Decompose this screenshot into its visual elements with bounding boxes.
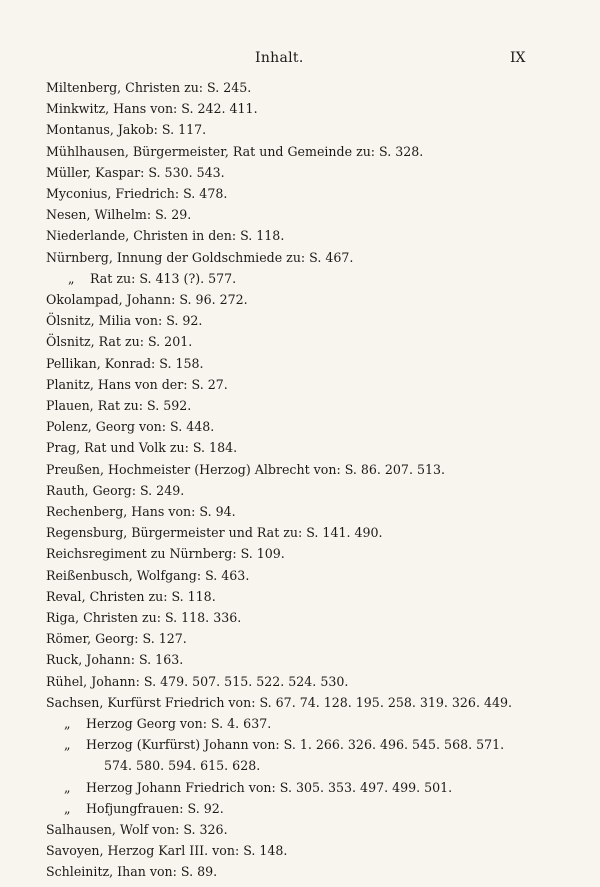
index-entry: Schleinitz, Ihan von: S. 89. [46, 864, 218, 880]
index-entry: Ölsnitz, Milia von: S. 92. [46, 313, 203, 329]
index-subentry-text: Herzog Georg von: S. 4. 637. [86, 716, 272, 731]
ditto-mark: „ [68, 270, 75, 286]
index-entry: Ölsnitz, Rat zu: S. 201. [46, 334, 193, 350]
index-entry: Reichsregiment zu Nürnberg: S. 109. [46, 546, 285, 562]
index-entry: Müller, Kaspar: S. 530. 543. [46, 164, 225, 180]
ditto-mark: „ [64, 800, 71, 816]
index-entry: Miltenberg, Christen zu: S. 245. [46, 80, 252, 95]
index-subentry-text: Hofjungfrauen: S. 92. [86, 800, 224, 816]
index-entry: Pellikan, Konrad: S. 158. [46, 355, 204, 371]
index-entry: Savoyen, Herzog Karl III. von: S. 148. [46, 843, 288, 859]
index-subentry-text: Herzog Johann Friedrich von: S. 305. 353. 497. 499. 501. [86, 779, 453, 795]
index-entry: Mühlhausen, Bürgermeister, Rat und Gemeinde zu: S. 328. [46, 143, 424, 159]
index-entry: Planitz, Hans von der: S. 27. [46, 376, 228, 392]
index-entry: Myconius, Friedrich: S. 478. [46, 186, 228, 201]
index-subentry-text: Herzog (Kurfürst) Johann von: S. 1. 266. 326. 496. 545. 568. 571. [86, 737, 505, 753]
index-entry: Regensburg, Bürgermeister und Rat zu: S. 141. 490. [46, 525, 383, 541]
index-continuation: 574. 580. 594. 615. 628. [104, 758, 261, 774]
index-entry: Salhausen, Wolf von: S. 326. [46, 822, 228, 837]
index-entry: Nürnberg, Innung der Goldschmiede zu: S. 467. [46, 249, 354, 265]
ditto-mark: „ [64, 716, 71, 731]
index-entry: Rauth, Georg: S. 249. [46, 482, 185, 498]
index-entry: Sachsen, Kurfürst Friedrich von: S. 67. 74. 128. 195. 258. 319. 326. 449. [46, 694, 512, 710]
index-subentry [64, 713, 271, 735]
index-entry: Okolampad, Johann: S. 96. 272. [46, 292, 248, 307]
index-entry: Rühel, Johann: S. 479. 507. 515. 522. 524. 530. [46, 673, 349, 689]
index-entry: Montanus, Jakob: S. 117. [46, 122, 207, 138]
index-entry: Reißenbusch, Wolfgang: S. 463. [46, 567, 250, 583]
index-entry: Prag, Rat und Volk zu: S. 184. [46, 440, 238, 456]
index-entry: Rechenberg, Hans von: S. 94. [46, 504, 236, 519]
page-number: IX [510, 50, 526, 66]
index-subentry [64, 777, 452, 799]
index-entry: Ruck, Johann: S. 163. [46, 652, 184, 668]
index-entry: Polenz, Georg von: S. 448. [46, 419, 215, 435]
ditto-mark: „ [64, 737, 71, 753]
header-title: Inhalt. [255, 50, 304, 66]
index-entry: Römer, Georg: S. 127. [46, 631, 187, 647]
ditto-mark: „ [64, 779, 71, 795]
index-subentry-text: Rat zu: S. 413 (?). 577. [90, 270, 237, 286]
index-entry: Niederlande, Christen in den: S. 118. [46, 228, 285, 244]
index-entry: Preußen, Hochmeister (Herzog) Albrecht von: S. 86. 207. 513. [46, 461, 445, 477]
index-subentry [64, 798, 224, 820]
index-entry: Plauen, Rat zu: S. 592. [46, 398, 192, 413]
index-entry: Nesen, Wilhelm: S. 29. [46, 207, 192, 223]
index-subentry [68, 268, 236, 290]
index-entry: Reval, Christen zu: S. 118. [46, 588, 216, 604]
index-entry: Riga, Christen zu: S. 118. 336. [46, 610, 242, 625]
index-subentry [64, 734, 504, 756]
index-entry: Minkwitz, Hans von: S. 242. 411. [46, 101, 258, 117]
